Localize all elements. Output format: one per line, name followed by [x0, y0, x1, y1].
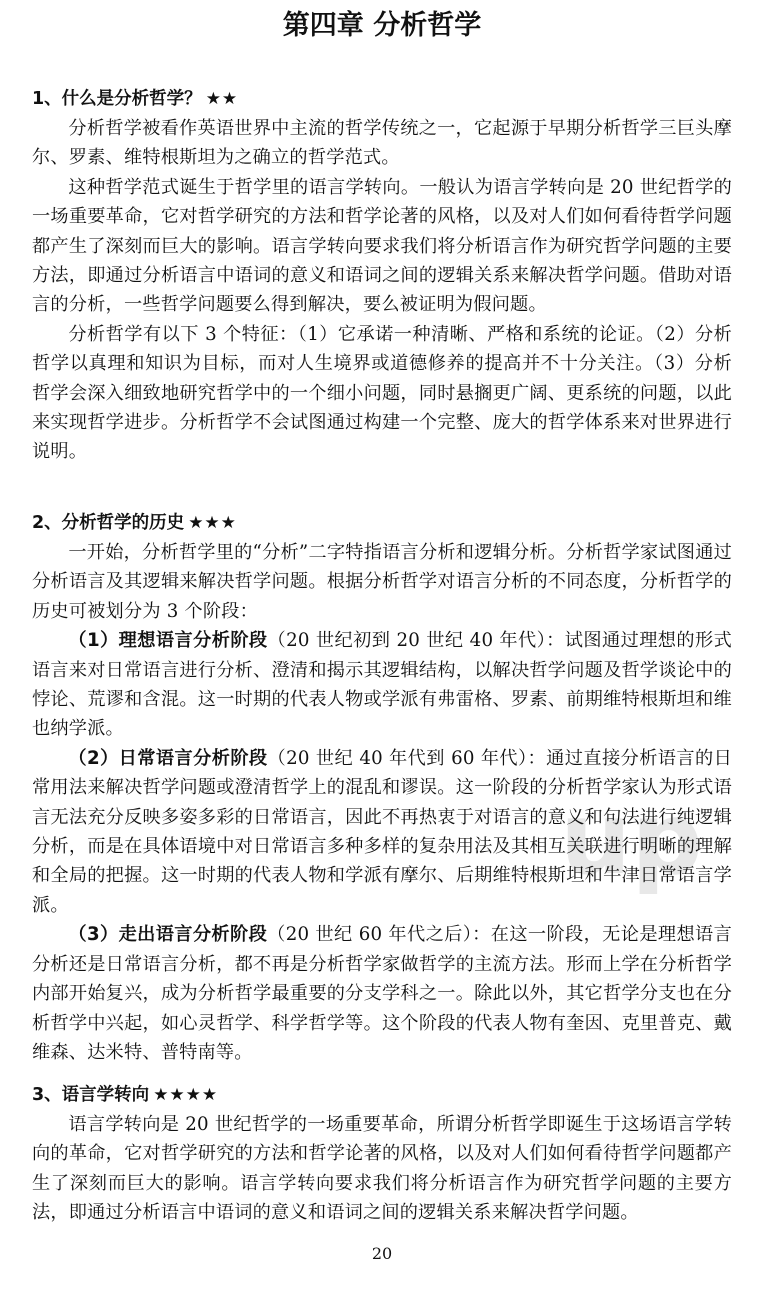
section-what-is-analytic-philosophy [32, 84, 732, 467]
chapter-title: 第四章 分析哲学 [282, 10, 482, 41]
section-heading [32, 84, 732, 114]
section-linguistic-turn [32, 1080, 732, 1228]
stage-heading: （1）理想语言分析阶段 [68, 630, 268, 652]
paragraph: 这种哲学范式诞生于哲学里的语言学转向。一般认为语言学转向是 20 世纪哲学的一场重要革命，它对哲学研究的方法和哲学论著的风格，以及对人们如何看待哲学问题都产生了深刻而巨大的影响。语言学转向要求我们将分析语言作为研究哲学问题的主要方法，即通过分析语言中语词的意义和语词之间的逻辑关系来解决哲学问题。借助对语言的分析，一些哲学问题要么得到解决，要么被证明为假问题。 [32, 176, 732, 316]
importance-stars: ★★★ [188, 513, 237, 533]
section-heading-text: 1、什么是分析哲学？ [32, 89, 202, 109]
section-history [32, 508, 732, 1067]
section-heading-text: 2、分析哲学的历史 [32, 513, 185, 533]
paragraph: 语言学转向是 20 世纪哲学的一场重要革命，所谓分析哲学即诞生于这场语言学转向的革命，它对哲学研究的方法和哲学论著的风格，以及对人们如何看待哲学问题都产生了深刻而巨大的影响。语言学转向要求我们将分析语言作为研究哲学问题的主要方法，即通过分析语言中语词的意义和语词之间的逻辑关系来解决哲学问题。 [32, 1114, 732, 1224]
section-heading [32, 508, 732, 538]
paragraph: 分析哲学有以下 3 个特征：（1）它承诺一种清晰、严格和系统的论证。（2）分析哲学以真理和知识为目标，而对人生境界或道德修养的提高并不十分关注。（3）分析哲学会深入细致地研究哲学中的一个细小问题，同时悬搁更广阔、更系统的问题，以此来实现哲学进步。分析哲学不会试图通过构建一个完整、庞大的哲学体系来对世界进行说明。 [32, 323, 732, 463]
stage-text: （20 世纪 40 年代到 60 年代）：通过直接分析语言的日常用法来解决哲学问题或澄清哲学上的混乱和谬误。这一阶段的分析哲学家认为形式语言无法充分反映多姿多彩的日常语言，因此不再热衷于对语言的意义和句法进行纯逻辑分析，而是在具体语境中对日常语言多种多样的复杂用法及其相互关联进行明晰的理解和全局的把握。这一时期的代表人物和学派有摩尔、后期维特根斯坦和牛津日常语言学派。 [32, 747, 733, 916]
stage-paragraph [32, 744, 732, 920]
importance-stars: ★★ [205, 89, 239, 109]
section-heading [32, 1080, 732, 1110]
stage-paragraph [32, 626, 732, 744]
importance-stars: ★★★★ [153, 1085, 219, 1105]
stage-text: （20 世纪 60 年代之后）：在这一阶段，无论是理想语言分析还是日常语言分析，都不再是分析哲学家做哲学的主流方法。形而上学在分析哲学内部开始复兴，成为分析哲学最重要的分支学科之一。除此以外，其它哲学分支也在分析哲学中兴起，如心灵哲学、科学哲学等。这个阶段的代表人物有奎因、克里普克、戴维森、达米特、普特南等。 [32, 924, 732, 1063]
paragraph: 一开始，分析哲学里的“分析”二字特指语言分析和逻辑分析。分析哲学家试图通过分析语言及其逻辑来解决哲学问题。根据分析哲学对语言分析的不同态度，分析哲学的历史可被划分为 3 个阶段： [32, 542, 732, 622]
stage-text: （20 世纪初到 20 世纪 40 年代）：试图通过理想的形式语言来对日常语言进行分析、澄清和揭示其逻辑结构，以解决哲学问题及哲学谈论中的悖论、荒谬和含混。这一时期的代表人物或学派有弗雷格、罗素、前期维特根斯坦和维也纳学派。 [32, 630, 733, 740]
page-number: 20 [371, 1244, 393, 1263]
watermark-text: up [560, 780, 703, 897]
paragraph: 分析哲学被看作英语世界中主流的哲学传统之一，它起源于早期分析哲学三巨头摩尔、罗素、维特根斯坦为之确立的哲学范式。 [32, 118, 732, 169]
stage-heading: （2）日常语言分析阶段 [68, 747, 268, 769]
section-heading-text: 3、语言学转向 [32, 1085, 150, 1105]
stage-paragraph [32, 920, 732, 1067]
stage-heading: （3）走出语言分析阶段 [68, 924, 268, 946]
